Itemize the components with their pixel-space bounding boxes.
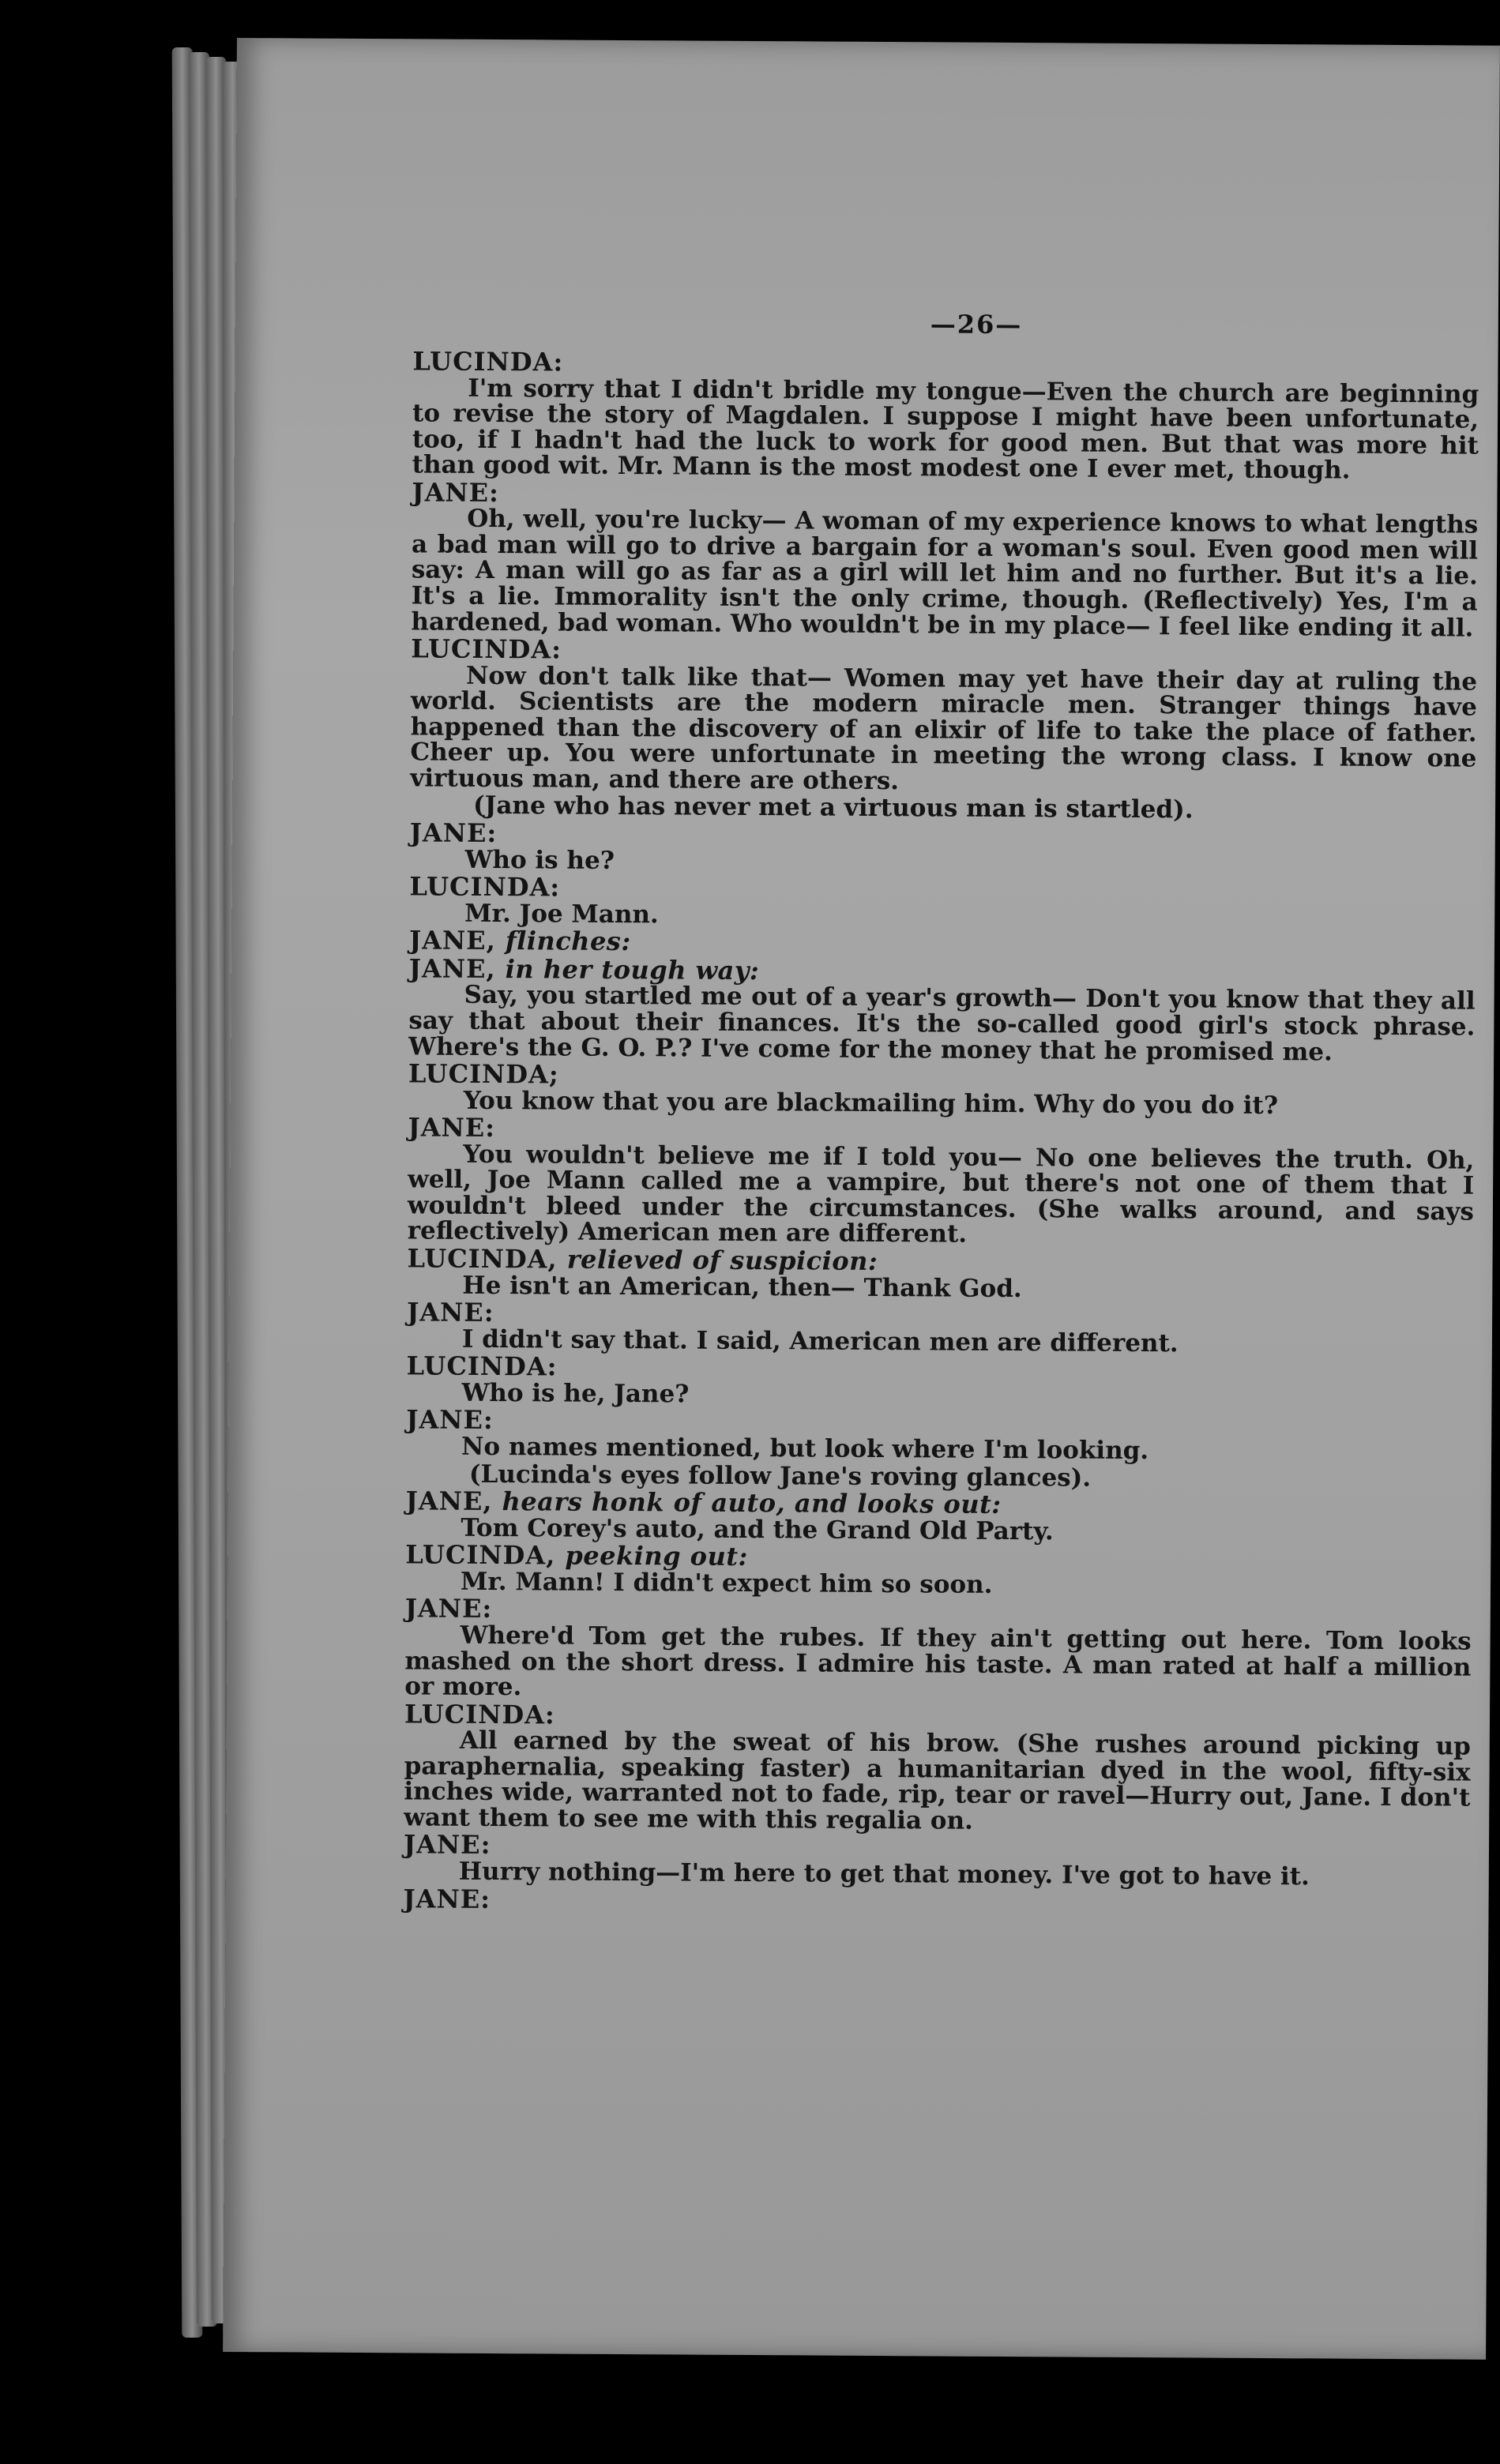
stage-cue: peeking out: [565, 1540, 748, 1572]
speaker-name: JANE: [409, 817, 498, 849]
speaker-name: LUCINDA, [407, 1243, 558, 1275]
speech-paragraph: I'm sorry that I didn't bridle my tongue—Even the church are beginning to revise the story of Magdalen. I suppose I might have been unfortunate, too, if I hadn't had the luck to work for good men. But that was more hit than good wit. Mr. Mann is the most modest one I ever met, though. [412, 374, 1479, 485]
stage-cue: relieved of suspicion: [566, 1244, 878, 1276]
speaker-name: JANE: [403, 1883, 491, 1914]
speech-paragraph: Say, you startled me out of a year's growth— Don't you know that they all say that about their finances. It's the so-called good girl's stock phrase. Where's the G. O. P.? I've come for the money that he promised me. [408, 981, 1476, 1067]
stage-cue: hears honk of auto, and looks out: [502, 1486, 1002, 1520]
speaker-name: LUCINDA: [409, 871, 561, 903]
speech-paragraph: Tom Corey's auto, and the Grand Old Party. [461, 1513, 1054, 1546]
speech-paragraph: Mr. Joe Mann. [464, 899, 659, 929]
speaker-name: JANE: [407, 1297, 494, 1328]
stage-direction: (Jane who has never met a virtuous man is startled). [472, 791, 1194, 824]
speaker-name: JANE: [406, 1404, 494, 1436]
speaker-name: JANE, [408, 953, 496, 984]
speech-paragraph: Mr. Mann! I didn't expect him so soon. [460, 1567, 993, 1599]
speaker-name: JANE, [405, 1486, 493, 1517]
book-page [223, 38, 1500, 2360]
speech-paragraph: No names mentioned, but look where I'm looking. [461, 1432, 1149, 1466]
stage-cue: in her tough way: [505, 953, 760, 986]
speaker-heading [403, 1883, 1470, 1919]
speech-paragraph: He isn't an American, then— Thank God. [462, 1271, 1022, 1303]
speech-paragraph: Who is he, Jane? [461, 1378, 690, 1409]
speech-paragraph: Oh, well, you're lucky— A woman of my experience knows to what lengths a bad man will go to drive a bargain for a woman's soul. Even good men will say: A man will go as far as a girl will let him and no further. But it's a lie. It's a lie. Immorality isn't the only crime, though. (Reflectively) Yes, I'm a hardened, bad woman. Who wouldn't be in my place— I feel like ending it all. [411, 505, 1479, 643]
speaker-name: JANE: [408, 1112, 496, 1144]
page-number: —26— [930, 309, 1023, 340]
speech-paragraph: I didn't say that. I said, American men are different. [461, 1324, 1179, 1358]
speaker-name: LUCINDA: [404, 1698, 555, 1730]
speaker-name: JANE: [404, 1593, 493, 1625]
speech-paragraph: Now don't talk like that— Women may yet have their day at ruling the world. Scientists are the modern miracle men. Stranger things have happened than the discovery of an elixir of life to take the place of father. Cheer up. You were unfortunate in meeting the wrong class. I know one virtuous man, and there are others. [410, 661, 1478, 796]
speech-paragraph: Where'd Tom get the rubes. If they ain't getting out here. Tom looks mashed on the short dress. I admire his taste. A man rated at half a million or more. [404, 1621, 1472, 1702]
speech-paragraph: You know that you are blackmailing him. Why do you do it? [463, 1086, 1279, 1120]
stage-direction: (Lucinda's eyes follow Jane's roving glances). [468, 1459, 1092, 1493]
speech-paragraph: Who is he? [464, 845, 615, 875]
speaker-name: LUCINDA: [406, 1350, 558, 1382]
speech-paragraph: All earned by the sweat of his brow. (She rushes around picking up paraphernalia, speaking faster) a humanitarian dyed in the wool, fifty-six inches wide, warranted not to fade, rip, tear or ravel—Hurry out, Jane. I don't want them to see me with this regalia on. [404, 1726, 1471, 1835]
speaker-name: LUCINDA: [412, 346, 564, 377]
stage-cue: flinches: [505, 926, 631, 957]
speaker-name: LUCINDA: [411, 633, 562, 665]
speaker-name: JANE: [412, 477, 500, 508]
speaker-name: JANE, [408, 925, 496, 956]
speaker-name: LUCINDA, [405, 1539, 556, 1571]
speech-paragraph: You wouldn't believe me if I told you— No one believes the truth. Oh, well, Joe Mann called me a vampire, but there's not one of them that I wouldn't bleed under the circumstances. (She walks around, and says reflectively) American men are different. [407, 1140, 1475, 1249]
play-script-text [404, 347, 1479, 1918]
speaker-name: JANE: [403, 1829, 491, 1861]
speaker-name: LUCINDA; [408, 1058, 559, 1090]
speech-paragraph: Hurry nothing—I'm here to get that money. I've got to have it. [458, 1857, 1310, 1891]
